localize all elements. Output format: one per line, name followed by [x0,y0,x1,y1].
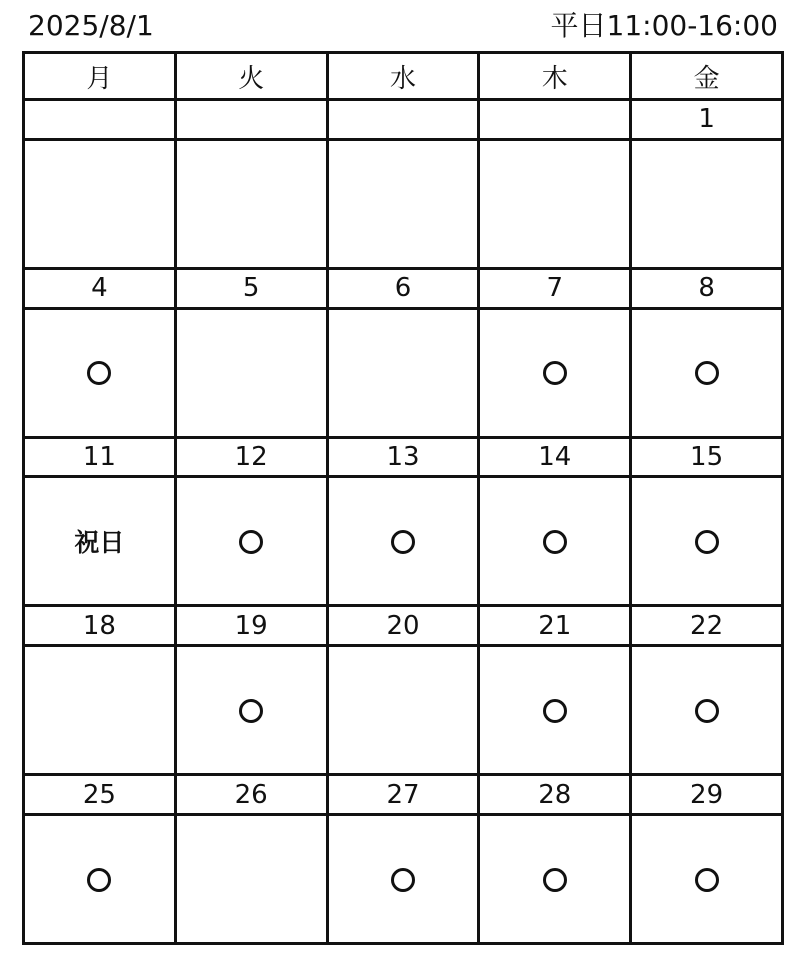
date-cell: 18 [24,606,176,646]
availability-cell [327,646,479,775]
availability-row [24,646,783,775]
date-cell [327,100,479,140]
calendar-table [22,51,784,945]
date-cell: 7 [479,268,631,308]
availability-cell [479,477,631,606]
availability-row [24,308,783,437]
date-cell: 21 [479,606,631,646]
calendar-date: 2025/8/1 [28,9,154,42]
availability-cell [24,308,176,437]
availability-cell [24,646,176,775]
open-circle-icon [695,868,719,892]
holiday-label: 祝日 [74,528,125,558]
open-circle-icon [239,699,263,723]
weekday-wed: 水 [327,53,479,100]
date-cell: 27 [327,775,479,815]
availability-cell [631,646,783,775]
open-circle-icon [695,530,719,554]
open-circle-icon [695,361,719,385]
date-row [24,775,783,815]
date-cell: 26 [175,775,327,815]
open-circle-icon [543,530,567,554]
date-cell: 25 [24,775,176,815]
availability-cell [327,308,479,437]
business-hours: 平日11:00-16:00 [550,9,778,42]
open-circle-icon [391,530,415,554]
availability-cell [175,646,327,775]
date-cell: 13 [327,437,479,477]
availability-cell [479,308,631,437]
open-circle-icon [87,868,111,892]
date-cell [479,100,631,140]
date-cell: 6 [327,268,479,308]
date-cell: 15 [631,437,783,477]
weekday-header-row [24,53,783,100]
availability-cell [479,139,631,268]
availability-cell [631,139,783,268]
date-row [24,100,783,140]
availability-row [24,477,783,606]
date-cell: 5 [175,268,327,308]
date-cell: 12 [175,437,327,477]
weekday-thu: 木 [479,53,631,100]
availability-cell [631,477,783,606]
availability-cell [631,308,783,437]
date-row [24,268,783,308]
date-cell: 14 [479,437,631,477]
date-cell: 22 [631,606,783,646]
calendar-body [24,100,783,944]
open-circle-icon [391,868,415,892]
availability-cell [327,815,479,944]
date-cell: 19 [175,606,327,646]
date-cell [175,100,327,140]
availability-cell [175,815,327,944]
open-circle-icon [695,699,719,723]
availability-cell [327,139,479,268]
availability-cell [479,815,631,944]
weekday-fri: 金 [631,53,783,100]
open-circle-icon [543,868,567,892]
date-cell: 28 [479,775,631,815]
open-circle-icon [239,530,263,554]
date-cell: 4 [24,268,176,308]
date-row [24,606,783,646]
weekday-mon: 月 [24,53,176,100]
date-cell: 1 [631,100,783,140]
availability-cell [479,646,631,775]
availability-cell [631,815,783,944]
availability-cell [24,139,176,268]
date-cell [24,100,176,140]
date-cell: 11 [24,437,176,477]
availability-cell [327,477,479,606]
date-row [24,437,783,477]
date-cell: 29 [631,775,783,815]
availability-row [24,139,783,268]
open-circle-icon [87,361,111,385]
availability-cell [175,308,327,437]
availability-cell [24,477,176,606]
availability-cell [175,477,327,606]
date-cell: 20 [327,606,479,646]
open-circle-icon [543,699,567,723]
availability-cell [24,815,176,944]
weekday-tue: 火 [175,53,327,100]
availability-row [24,815,783,944]
date-cell: 8 [631,268,783,308]
open-circle-icon [543,361,567,385]
availability-cell [175,139,327,268]
